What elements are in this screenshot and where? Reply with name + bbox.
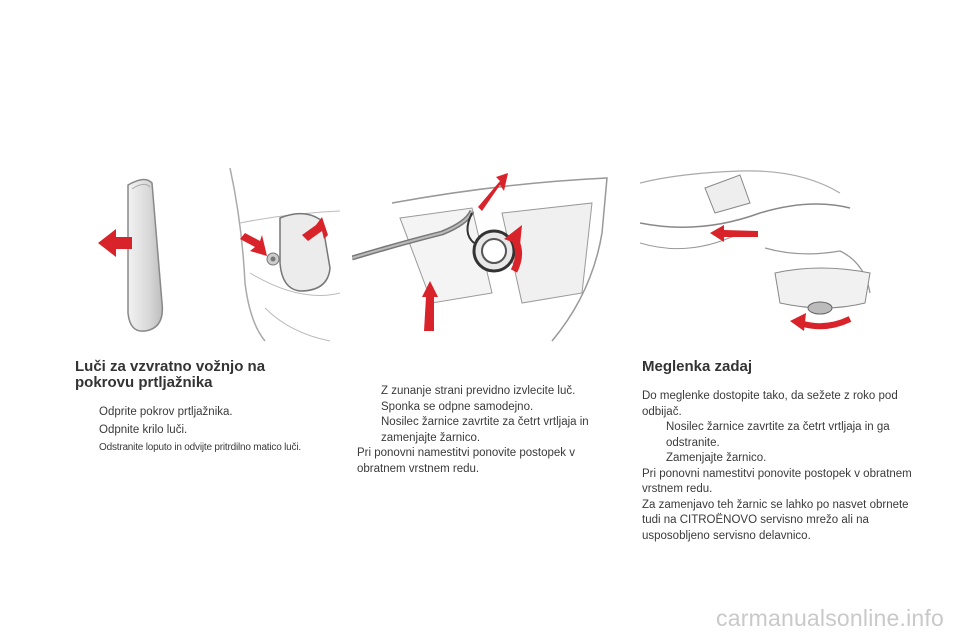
refit-note: Pri ponovni namestitvi ponovite postopek v obratnem vrstnem redu.: [642, 467, 912, 495]
instruction-item: Odstranite loputo in odvijte pritrdilno matico luči.: [99, 442, 301, 453]
access-note: Do meglenke dostopite tako, da sežete z roko pod odbijač.: [642, 390, 898, 418]
instruction-item: Nosilec žarnice zavrtite za četrt vrtljaja in ga odstranite.: [666, 421, 890, 449]
section-heading: Meglenka zadaj: [642, 358, 753, 375]
tailgate-lamp-illustration: [90, 163, 340, 343]
red-arrow-icon: [240, 233, 267, 256]
rear-fog-lamp-section: [642, 359, 912, 544]
rear-fog-lamp-illustration: [640, 163, 885, 343]
instruction-item: Odpnite krilo luči.: [99, 423, 188, 436]
red-arrow-icon: [710, 225, 758, 242]
instruction-item: Z zunanje strani previdno izvlecite luč. Sponka se odpne samodejno.: [381, 385, 576, 413]
instruction-item: Nosilec žarnice zavrtite za četrt vrtljaja in zamenjajte žarnico.: [381, 416, 589, 444]
watermark: carmanualsonline.info: [716, 605, 944, 631]
instruction-item: Odprite pokrov prtljažnika.: [99, 406, 233, 418]
lamp-holder-illustration: [352, 163, 617, 343]
tailgate-reversing-lamps-section: [75, 359, 345, 456]
red-arrow-icon: [478, 173, 508, 211]
refit-note: Pri ponovni namestitvi ponovite postopek v obratnem vrstnem redu.: [357, 447, 575, 475]
instruction-item: Zamenjajte žarnico.: [666, 452, 767, 464]
lamp-holder-section: [357, 384, 612, 477]
red-arrow-icon: [790, 313, 850, 331]
section-heading: Luči za vzvratno vožnjo na pokrovu prtljažnika: [75, 358, 266, 391]
red-arrow-icon: [98, 229, 132, 257]
dealer-note: Za zamenjavo teh žarnic se lahko po nasvet obrnete tudi na CITROËNOVO servisno mrežo ali na usposobljeno servisno delavnico.: [642, 498, 909, 542]
